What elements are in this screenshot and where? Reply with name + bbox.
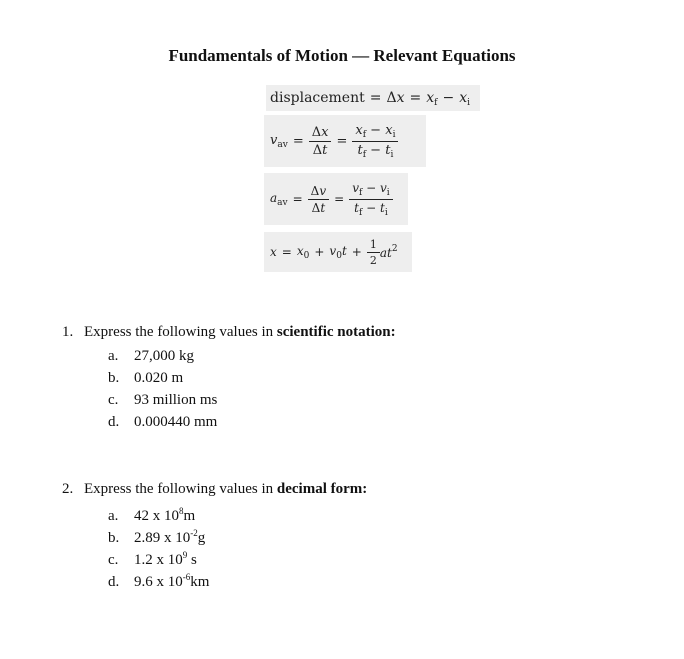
acceleration-equation: $a_{av}$ = $\frac{\Delta v}{\Delta t}$ = $\frac{v_f - v_i}{t_f - t_i}$ xyxy=(264,173,408,225)
question-1: 1. Express the following values in scientific notation: xyxy=(62,324,396,340)
velocity-equation: $v_{av}$ = $\frac{\Delta x}{\Delta t}$ = $\frac{x_f - x_i}{t_f - t_i}$ xyxy=(264,115,426,167)
list-item: d. 9.6 x $10^{-6}km$ xyxy=(108,572,210,590)
question-2: 2. Express the following values in decimal form: xyxy=(62,481,368,497)
position-equation: x = $x_0$ + $v_0t$ + $\frac{1}{2}$ $at^2$ xyxy=(264,232,412,272)
list-item: c. 93 million ms xyxy=(108,392,218,408)
list-item: a. 27,000 kg xyxy=(108,348,194,364)
question-1-items xyxy=(108,345,217,433)
displacement-equation: displacement = $\Delta x = x_f - x_i$ xyxy=(266,85,480,111)
list-item: b. 0.020 m xyxy=(108,370,184,386)
page-title: Fundamentals of Motion — Relevant Equations xyxy=(168,46,516,65)
question-2-items xyxy=(108,500,209,588)
list-item: b. 2.89 x $10^{-2}g$ xyxy=(108,528,206,546)
list-item: d. 0.000440 mm xyxy=(108,414,218,430)
list-item: c. 1.2 x $10^9$ s xyxy=(108,550,197,568)
list-item: a. 42 x $10^8m$ xyxy=(108,506,196,524)
